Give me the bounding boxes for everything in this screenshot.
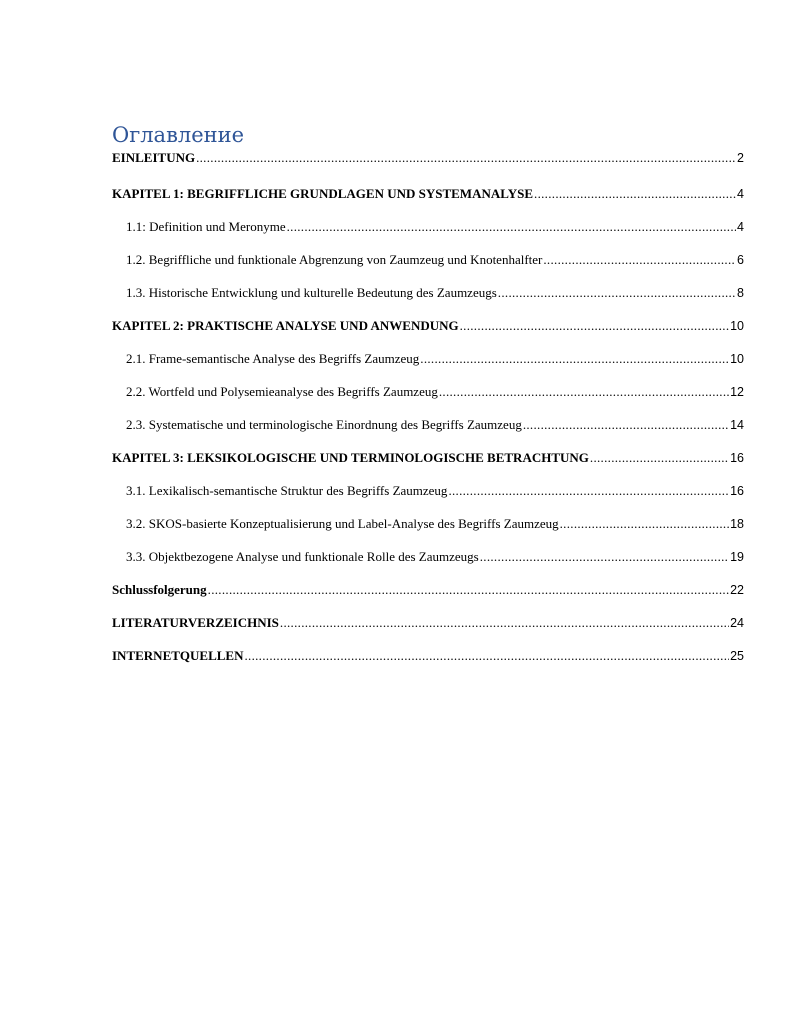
toc-entry-text: 1.3. Historische Entwicklung und kulturelle Bedeutung des Zaumzeugs <box>126 285 497 300</box>
toc-entry-2-2[interactable] <box>112 384 744 417</box>
toc-page-number: 4 <box>737 220 744 234</box>
toc-page-number: 22 <box>730 583 744 597</box>
toc-page-number: 25 <box>730 649 744 663</box>
toc-entry-text: KAPITEL 3: LEKSIKOLOGISCHE UND TERMINOLOGISCHE BETRACHTUNG <box>112 450 589 465</box>
toc-page-number: 19 <box>730 550 744 564</box>
dot-leader <box>460 318 729 334</box>
toc-page-number: 2 <box>737 151 744 165</box>
toc-list <box>112 150 744 681</box>
toc-page-number: 4 <box>737 187 744 201</box>
toc-entry-2-3[interactable] <box>112 417 744 450</box>
toc-entry-text: LITERATURVERZEICHNIS <box>112 615 279 630</box>
toc-entry-kapitel-3[interactable] <box>112 450 744 483</box>
toc-entry-schlussfolgerung[interactable] <box>112 582 744 615</box>
toc-title: Оглавление <box>112 123 245 147</box>
toc-entry-text: 1.1: Definition und Meronyme <box>126 219 286 234</box>
toc-page-number: 24 <box>730 616 744 630</box>
toc-entry-text: 3.1. Lexikalisch-semantische Struktur des Begriffs Zaumzeug <box>126 483 448 498</box>
dot-leader <box>560 516 729 532</box>
dot-leader <box>439 384 729 400</box>
toc-page-number: 14 <box>730 418 744 432</box>
toc-entry-text: Schlussfolgerung <box>112 582 207 597</box>
dot-leader <box>498 285 736 301</box>
toc-page-number: 16 <box>730 451 744 465</box>
dot-leader <box>590 450 729 466</box>
dot-leader <box>480 549 729 565</box>
toc-page-number: 16 <box>730 484 744 498</box>
dot-leader <box>280 615 729 631</box>
dot-leader <box>244 648 729 664</box>
toc-entry-1-1[interactable] <box>112 219 744 252</box>
toc-entry-text: 1.2. Begriffliche und funktionale Abgrenzung von Zaumzeug und Knotenhalfter <box>126 252 543 267</box>
toc-entry-1-2[interactable] <box>112 252 744 285</box>
toc-entry-kapitel-1[interactable] <box>112 186 744 219</box>
toc-entry-1-3[interactable] <box>112 285 744 318</box>
toc-entry-3-3[interactable] <box>112 549 744 582</box>
toc-entry-2-1[interactable] <box>112 351 744 384</box>
toc-entry-text: 2.3. Systematische und terminologische Einordnung des Begriffs Zaumzeug <box>126 417 522 432</box>
toc-entry-einleitung[interactable] <box>112 150 744 186</box>
toc-page-number: 8 <box>737 286 744 300</box>
table-of-contents <box>112 120 744 681</box>
toc-page-number: 12 <box>730 385 744 399</box>
toc-entry-text: INTERNETQUELLEN <box>112 648 244 663</box>
dot-leader <box>420 351 729 367</box>
toc-entry-text: EINLEITUNG <box>112 150 196 165</box>
toc-page-number: 18 <box>730 517 744 531</box>
toc-entry-text: 2.2. Wortfeld und Polysemieanalyse des Begriffs Zaumzeug <box>126 384 438 399</box>
dot-leader <box>208 582 729 598</box>
dot-leader <box>523 417 729 433</box>
toc-entry-kapitel-2[interactable] <box>112 318 744 351</box>
toc-page-number: 10 <box>730 319 744 333</box>
toc-entry-3-1[interactable] <box>112 483 744 516</box>
toc-entry-text: KAPITEL 2: PRAKTISCHE ANALYSE UND ANWENDUNG <box>112 318 459 333</box>
toc-entry-text: 3.2. SKOS-basierte Konzeptualisierung und Label-Analyse des Begriffs Zaumzeug <box>126 516 559 531</box>
toc-page-number: 10 <box>730 352 744 366</box>
toc-entry-text: 2.1. Frame-semantische Analyse des Begriffs Zaumzeug <box>126 351 420 366</box>
dot-leader <box>534 186 736 202</box>
toc-entry-internetquellen[interactable] <box>112 648 744 681</box>
toc-page-number: 6 <box>737 253 744 267</box>
toc-entry-text: 3.3. Objektbezogene Analyse und funktionale Rolle des Zaumzeugs <box>126 549 479 564</box>
dot-leader <box>196 150 736 166</box>
dot-leader <box>287 219 736 235</box>
toc-entry-3-2[interactable] <box>112 516 744 549</box>
toc-entry-text: KAPITEL 1: BEGRIFFLICHE GRUNDLAGEN UND SYSTEMANALYSE <box>112 186 534 201</box>
dot-leader <box>448 483 729 499</box>
dot-leader <box>543 252 736 268</box>
toc-entry-literaturverzeichnis[interactable] <box>112 615 744 648</box>
